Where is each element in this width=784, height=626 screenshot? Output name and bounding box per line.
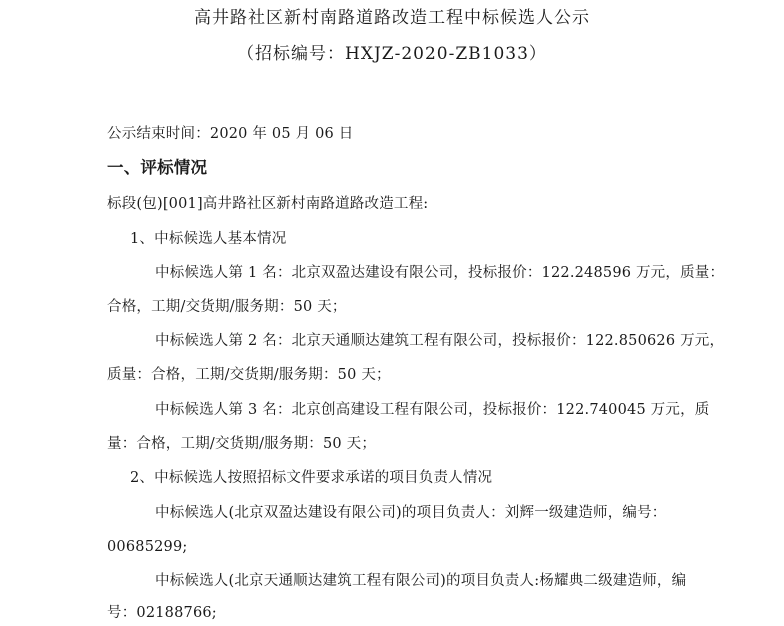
project-manager-1-line2: 00685299; (107, 539, 188, 555)
candidate-1-line2: 合格，工期/交货期/服务期：50 天； (107, 299, 347, 315)
subsection-heading-candidates: 1、中标候选人基本情况 (130, 231, 287, 247)
bid-number: （招标编号：HXJZ-2020-ZB1033） (237, 44, 547, 64)
candidate-1-line1: 中标候选人第 1 名：北京双盈达建设有限公司，投标报价：122.248596 万元，质量： (155, 265, 725, 281)
candidate-2-line1: 中标候选人第 2 名：北京天通顺达建筑工程有限公司，投标报价：122.850626 万元， (155, 333, 725, 349)
project-manager-1-line1: 中标候选人(北京双盈达建设有限公司)的项目负责人：刘辉一级建造师，编号： (155, 505, 667, 521)
project-manager-2-line2: 号：02188766; (107, 605, 217, 621)
subsection-heading-project-managers: 2、中标候选人按照招标文件要求承诺的项目负责人情况 (130, 470, 493, 486)
candidate-3-line2: 量：合格，工期/交货期/服务期：50 天； (107, 436, 377, 452)
document-title: 高井路社区新村南路道路改造工程中标候选人公示 (194, 8, 590, 28)
lot-description: 标段(包)[001]高井路社区新村南路道路改造工程: (107, 196, 429, 212)
candidate-2-line2: 质量：合格，工期/交货期/服务期：50 天； (107, 367, 391, 383)
publicity-end-time: 公示结束时间：2020 年 05 月 06 日 (107, 126, 354, 142)
section-heading-evaluation: 一、评标情况 (107, 158, 208, 177)
project-manager-2-line1: 中标候选人(北京天通顺达建筑工程有限公司)的项目负责人:杨耀典二级建造师，编 (155, 573, 687, 589)
candidate-3-line1: 中标候选人第 3 名：北京创高建设工程有限公司，投标报价：122.740045 万元，质 (155, 402, 710, 418)
